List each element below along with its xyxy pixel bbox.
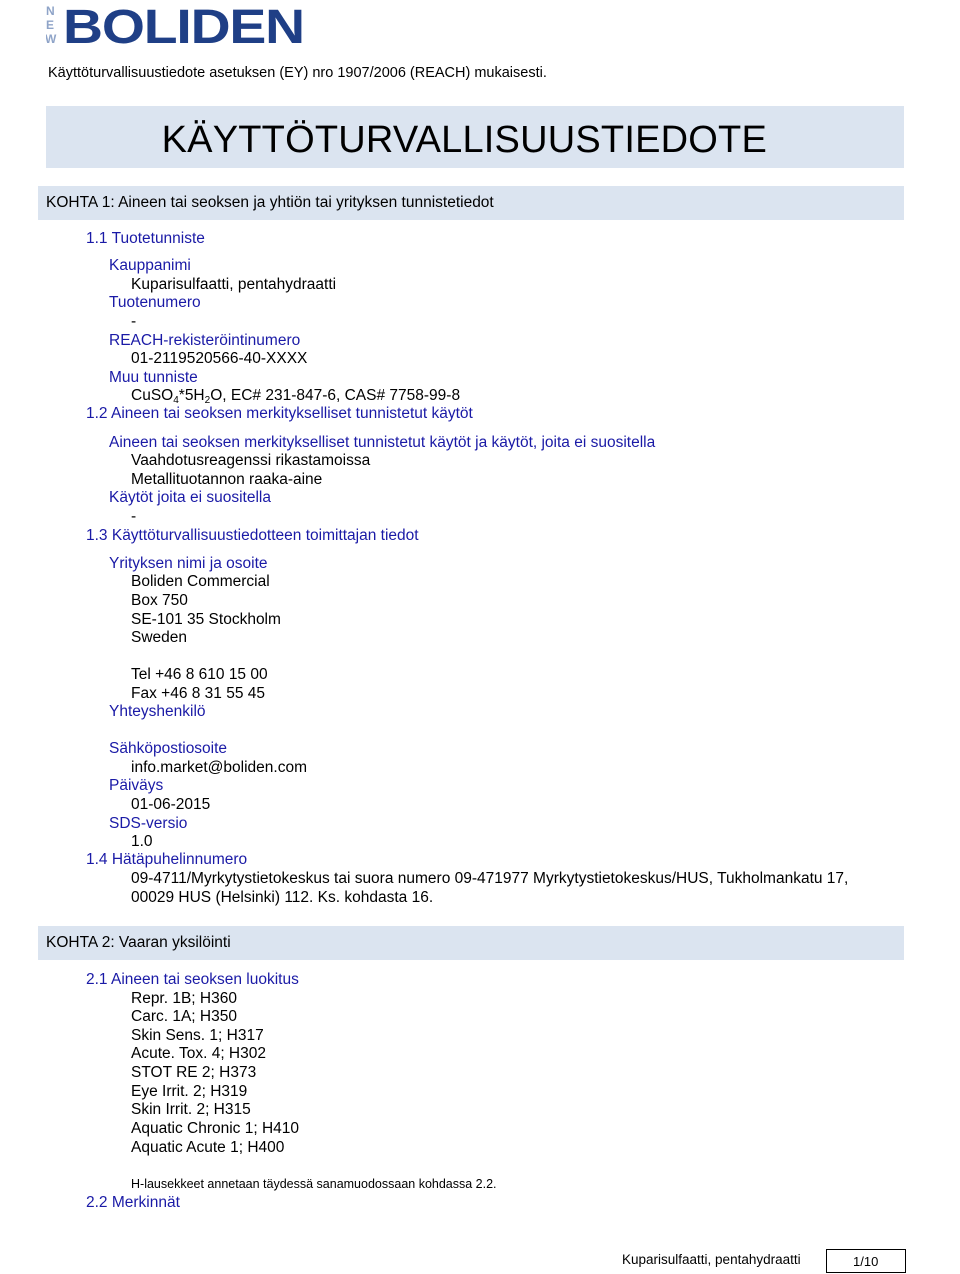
address-line-3: SE-101 35 Stockholm bbox=[131, 611, 281, 628]
s12-title: 1.2 Aineen tai seoksen merkitykselliset tunnistetut käytöt bbox=[86, 405, 473, 422]
footer-product-name: Kuparisulfaatti, pentahydraatti bbox=[622, 1252, 801, 1267]
classification-item: Aquatic Acute 1; H400 bbox=[131, 1139, 285, 1156]
emergency-line-2: 00029 HUS (Helsinki) 112. Ks. kohdasta 16. bbox=[131, 889, 434, 906]
classification-item: Skin Sens. 1; H317 bbox=[131, 1027, 264, 1044]
svg-text:W: W bbox=[46, 32, 57, 46]
muu-tunniste-value: $CuSO_4*5H_2O$, EC# 231-847-6, CAS# 7758-99-8 bbox=[131, 387, 461, 406]
fax: Fax +46 8 31 55 45 bbox=[131, 685, 266, 702]
s13-title: 1.3 Käyttöturvallisuustiedotteen toimittajan tiedot bbox=[86, 527, 419, 544]
classification-item: Aquatic Chronic 1; H410 bbox=[131, 1120, 300, 1137]
svg-text:BOLIDEN: BOLIDEN bbox=[63, 2, 304, 46]
document-title: KÄYTTÖTURVALLISUUSTIEDOTE bbox=[161, 119, 767, 161]
boliden-logo bbox=[46, 2, 306, 46]
section2-header-bar bbox=[38, 926, 904, 960]
not-recommended-value: - bbox=[131, 508, 137, 525]
section1-header-bar bbox=[38, 186, 904, 220]
kauppanimi-label: Kauppanimi bbox=[109, 257, 191, 274]
sds-version-label: SDS-versio bbox=[109, 815, 188, 832]
contact-label: Yhteyshenkilö bbox=[109, 703, 206, 720]
section2-header: KOHTA 2: Vaaran yksilöinti bbox=[46, 934, 231, 951]
reach-value: 01-2119520566-40-XXXX bbox=[131, 350, 308, 367]
address-line-2: Box 750 bbox=[131, 592, 188, 609]
classification-item: Acute. Tox. 4; H302 bbox=[131, 1045, 266, 1062]
s11-title: 1.1 Tuotetunniste bbox=[86, 230, 205, 247]
uses-label: Aineen tai seoksen merkitykselliset tunnistetut käytöt ja käytöt, joita ei suositella bbox=[109, 434, 656, 451]
h-statement-note: H-lausekkeet annetaan täydessä sanamuodossaan kohdassa 2.2. bbox=[131, 1177, 497, 1191]
s22-title: 2.2 Merkinnät bbox=[86, 1194, 180, 1211]
classification-item: Repr. 1B; H360 bbox=[131, 990, 237, 1007]
date-value: 01-06-2015 bbox=[131, 796, 211, 813]
muu-tunniste-label: Muu tunniste bbox=[109, 369, 198, 386]
classification-item: Skin Irrit. 2; H315 bbox=[131, 1101, 251, 1118]
company-label: Yrityksen nimi ja osoite bbox=[109, 555, 268, 572]
page-number-box bbox=[826, 1249, 906, 1273]
address-line-1: Boliden Commercial bbox=[131, 573, 270, 590]
date-label: Päiväys bbox=[109, 777, 164, 794]
svg-text:N: N bbox=[46, 4, 55, 18]
title-banner bbox=[46, 106, 904, 168]
sds-version-value: 1.0 bbox=[131, 833, 153, 850]
regulation-text: Käyttöturvallisuustiedote asetuksen (EY) nro 1907/2006 (REACH) mukaisesti. bbox=[48, 65, 547, 81]
s14-title: 1.4 Hätäpuhelinnumero bbox=[86, 851, 248, 868]
use-2: Metallituotannon raaka-aine bbox=[131, 471, 323, 488]
reach-label: REACH-rekisteröintinumero bbox=[109, 332, 301, 349]
not-recommended-label: Käytöt joita ei suositella bbox=[109, 489, 271, 506]
section1-header: KOHTA 1: Aineen tai seoksen ja yhtiön tai yrityksen tunnistetiedot bbox=[46, 194, 494, 211]
address-line-4: Sweden bbox=[131, 629, 188, 646]
kauppanimi-value: Kuparisulfaatti, pentahydraatti bbox=[131, 276, 337, 293]
classification-item: STOT RE 2; H373 bbox=[131, 1064, 257, 1081]
tuotenumero-value: - bbox=[131, 313, 137, 330]
email-value[interactable]: info.market@boliden.com bbox=[131, 759, 307, 776]
email-label: Sähköpostiosoite bbox=[109, 740, 228, 757]
page-number: 1/10 bbox=[853, 1254, 879, 1269]
classification-item: Eye Irrit. 2; H319 bbox=[131, 1083, 248, 1100]
telephone: Tel +46 8 610 15 00 bbox=[131, 666, 268, 683]
use-1: Vaahdotusreagenssi rikastamoissa bbox=[131, 452, 371, 469]
s21-title: 2.1 Aineen tai seoksen luokitus bbox=[86, 971, 299, 988]
classification-item: Carc. 1A; H350 bbox=[131, 1008, 237, 1025]
svg-text:E: E bbox=[46, 18, 55, 32]
emergency-line-1: 09-4711/Myrkytystietokeskus tai suora numero 09-471977 Myrkytystietokeskus/HUS, Tukholmankatu 17, bbox=[131, 870, 849, 887]
tuotenumero-label: Tuotenumero bbox=[109, 294, 201, 311]
